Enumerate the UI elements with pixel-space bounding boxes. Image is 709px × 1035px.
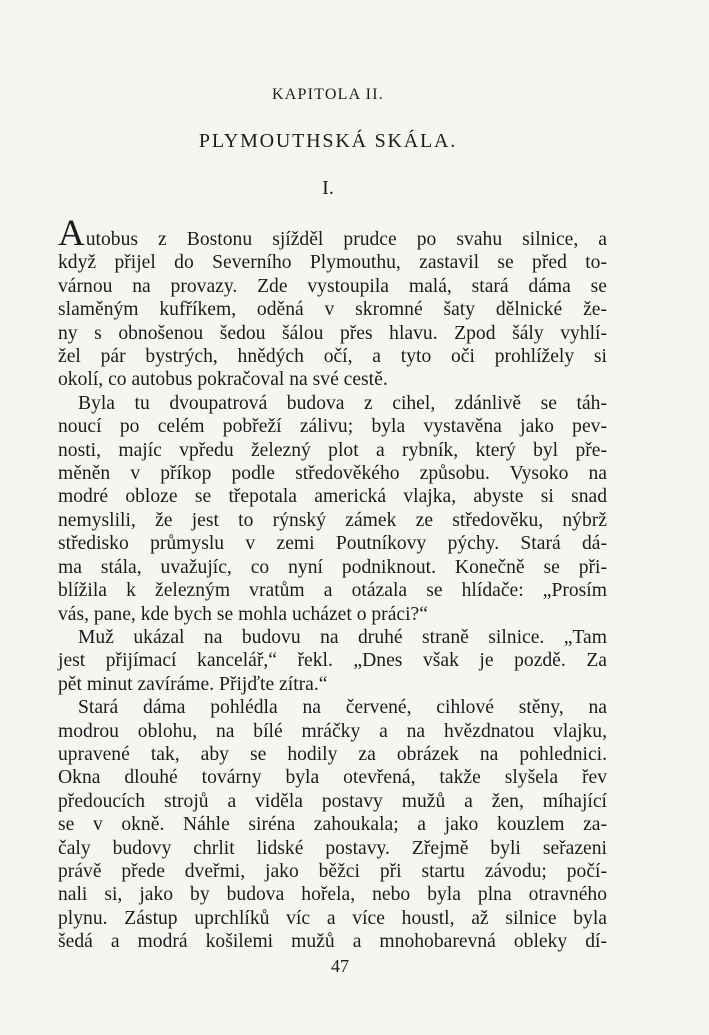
text-line: modré obloze se třepotala americká vlajka, abyste si snad [58,486,607,508]
paragraph-start-line: Muž ukázal na budovu na druhé straně silnice. „Tam [78,626,607,648]
text-line: várnou na provazy. Zde vystoupila malá, stará dáma se [58,275,607,297]
text-line: Okna dlouhé továrny byla otevřená, takže slyšela řev [58,767,607,789]
chapter-heading: KAPITOLA II. [272,86,384,103]
first-line-text: utobus z Bostonu sjížděl prudce po svahu silnice, a [85,229,607,250]
text-line: noucí po celém pobřeží zálivu; byla vystavěna jako pev- [58,416,607,438]
text-line: nali si, jako by budova hořela, nebo byla plna otravného [58,884,607,906]
text-line: když přijel do Severního Plymouthu, zastavil se před to- [58,252,607,274]
text-line: slaměným kufříkem, oděná v skromné šaty dělnické že- [58,299,607,321]
section-number: I. [322,177,334,199]
paragraph-start-line: Byla tu dvoupatrová budova z cihel, zdánlivě se táh- [78,392,607,414]
text-line: středisko průmyslu v zemi Poutníkovy pýchy. Stará dá- [58,533,607,555]
text-line: jest přijímací kancelář,“ řekl. „Dnes však je pozdě. Za [58,650,607,672]
text-line: se v okně. Náhle siréna zahoukala; a jako kouzlem za- [58,814,607,836]
page-number: 47 [331,956,349,976]
chapter-title: PLYMOUTHSKÁ SKÁLA. [198,130,458,152]
text-line: upravené tak, aby se hodily za obrázek na pohlednici. [58,743,607,765]
text-line: nemyslili, že jest to rýnský zámek ze středověku, nýbrž [58,509,607,531]
text-line: modrou oblohu, na bílé mráčky a na hvězdnatou vlajku, [58,720,607,742]
text-line: okolí, co autobus pokračoval na své cestě. [58,369,388,391]
text-line: šedá a modrá košilemi mužů a mnohobarevná obleky dí- [58,931,607,953]
text-line: plynu. Zástup uprchlíků víc a více houstl, až silnice byla [58,907,607,929]
text-line: čaly budovy chrlit lidské postavy. Zřejmě byli seřazeni [58,837,607,859]
first-line [58,213,607,254]
body-text [58,213,607,954]
text-line: nosti, majíc vpředu železný plot a rybník, který byl pře- [58,439,607,461]
paragraph-start-line: Stará dáma pohlédla na červené, cihlové stěny, na [78,697,607,719]
text-line: právě přede dveřmi, jako běžci při startu závodu; počí- [58,860,607,882]
text-line: vás, pane, kde bych se mohla ucházet o práci?“ [58,603,428,625]
text-line: žel pár bystrých, hnědých očí, a tyto oči prohlížely si [58,346,607,368]
text-line: pět minut zavíráme. Přijďte zítra.“ [58,673,328,695]
text-line: předoucích strojů a viděla postavy mužů a žen, míhající [58,790,607,812]
drop-cap: A [58,213,85,254]
text-line: měněn v příkop podle středověkého způsobu. Vysoko na [58,463,607,485]
text-line: blížila k železným vratům a otázala se hlídače: „Prosím [58,580,607,602]
text-line: ma stála, uvažujíc, co nyní podniknout. Konečně se při- [58,556,607,578]
text-line: ny s obnošenou šedou šálou přes hlavu. Zpod šály vyhlí- [58,322,607,344]
